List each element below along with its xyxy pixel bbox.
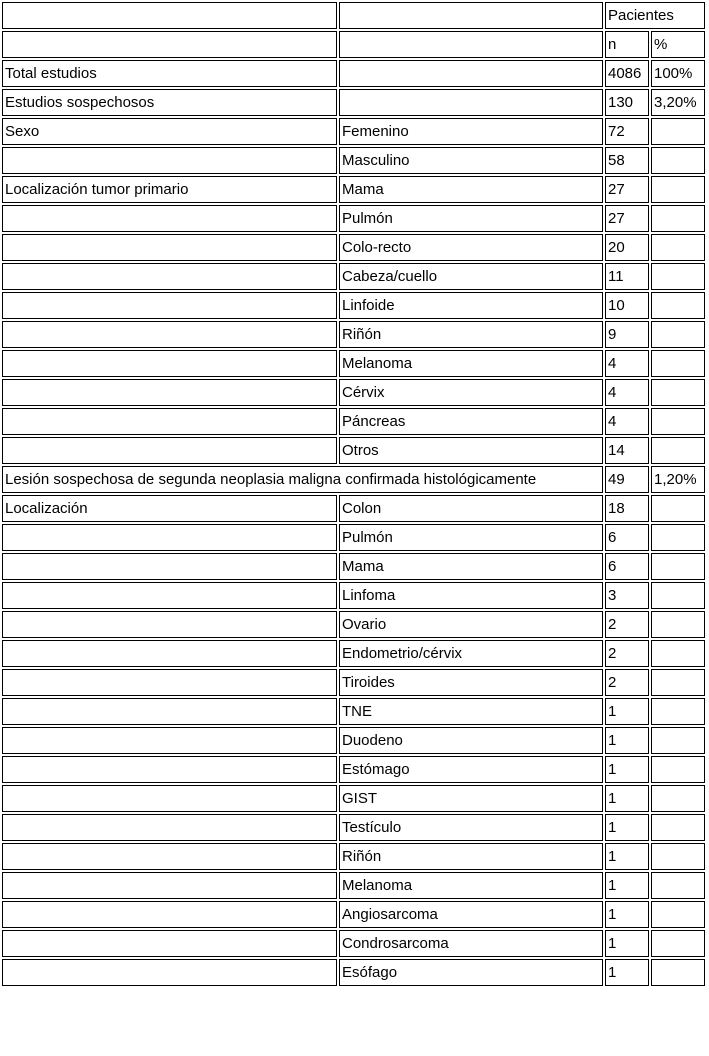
row-label-cell: Estudios sospechosos [2,89,337,116]
row-label-cell [2,698,337,725]
header-empty-cell [339,31,603,58]
header-empty-cell [2,31,337,58]
row-n-cell: 2 [605,669,649,696]
row-category-cell: Endometrio/cérvix [339,640,603,667]
row-n-cell: 18 [605,495,649,522]
table-row [2,321,705,348]
table-row [2,785,705,812]
row-percent-cell: 100% [651,60,705,87]
row-n-cell: 1 [605,872,649,899]
row-n-cell: 1 [605,727,649,754]
table-row [2,466,705,493]
table-row [2,379,705,406]
row-percent-cell [651,321,705,348]
row-label-cell [2,785,337,812]
row-label-cell [2,930,337,957]
row-label-cell [2,727,337,754]
header-empty-cell [339,2,603,29]
row-label-cell [2,553,337,580]
row-n-cell: 49 [605,466,649,493]
row-label-cell [2,321,337,348]
table-row [2,147,705,174]
table-row [2,872,705,899]
row-percent-cell [651,176,705,203]
row-percent-cell [651,959,705,986]
row-percent-cell [651,263,705,290]
row-percent-cell [651,118,705,145]
row-label-cell [2,379,337,406]
table-row [2,60,705,87]
table-row [2,698,705,725]
row-n-cell: 4 [605,408,649,435]
row-label-cell: Localización tumor primario [2,176,337,203]
row-label-cell [2,234,337,261]
row-percent-cell [651,524,705,551]
row-percent-cell [651,350,705,377]
row-label-cell [2,669,337,696]
table-row [2,408,705,435]
row-n-cell: 1 [605,843,649,870]
table-row [2,669,705,696]
header-empty-cell [2,2,337,29]
row-category-cell: Mama [339,176,603,203]
row-label-cell [2,640,337,667]
table-row [2,814,705,841]
row-label-cell [2,756,337,783]
row-percent-cell [651,843,705,870]
header-row-1 [2,2,705,29]
row-category-cell: Duodeno [339,727,603,754]
row-category-cell: Pulmón [339,524,603,551]
table-row [2,727,705,754]
header-n: n [605,31,649,58]
row-category-cell: Esófago [339,959,603,986]
header-row-2 [2,31,705,58]
table-row [2,263,705,290]
table-row [2,901,705,928]
row-category-cell: Pulmón [339,205,603,232]
row-category-cell: Otros [339,437,603,464]
row-category-cell: Melanoma [339,350,603,377]
row-label-cell: Localización [2,495,337,522]
row-percent-cell [651,727,705,754]
row-category-cell: Colon [339,495,603,522]
table-row [2,843,705,870]
row-category-cell: Linfoide [339,292,603,319]
row-category-cell [339,60,603,87]
row-n-cell: 58 [605,147,649,174]
row-category-cell: GIST [339,785,603,812]
table-body [2,2,705,986]
row-label-cell: Total estudios [2,60,337,87]
row-percent-cell [651,553,705,580]
table-row [2,930,705,957]
row-category-cell: Páncreas [339,408,603,435]
row-n-cell: 130 [605,89,649,116]
row-label-cell [2,205,337,232]
row-n-cell: 1 [605,930,649,957]
row-percent-cell [651,379,705,406]
row-n-cell: 4086 [605,60,649,87]
row-category-cell: Condrosarcoma [339,930,603,957]
row-percent-cell [651,698,705,725]
row-n-cell: 9 [605,321,649,348]
row-n-cell: 4 [605,379,649,406]
table-row [2,292,705,319]
row-label-cell [2,901,337,928]
row-category-cell: Testículo [339,814,603,841]
row-category-cell: Riñón [339,843,603,870]
row-n-cell: 2 [605,611,649,638]
table-row [2,350,705,377]
row-label-cell [2,263,337,290]
table-row [2,524,705,551]
row-percent-cell: 3,20% [651,89,705,116]
row-category-cell: Tiroides [339,669,603,696]
row-label-cell [2,350,337,377]
row-label-cell [2,843,337,870]
table-row [2,582,705,609]
row-label-cell [2,959,337,986]
row-percent-cell [651,582,705,609]
header-percent: % [651,31,705,58]
table-row [2,205,705,232]
row-n-cell: 1 [605,756,649,783]
row-n-cell: 2 [605,640,649,667]
row-label-cell [2,814,337,841]
row-category-cell [339,89,603,116]
row-n-cell: 11 [605,263,649,290]
row-label-cell [2,292,337,319]
row-category-cell: Linfoma [339,582,603,609]
row-percent-cell [651,785,705,812]
row-category-cell: Masculino [339,147,603,174]
row-label-cell [2,872,337,899]
table-row [2,176,705,203]
header-pacientes: Pacientes [605,2,705,29]
row-percent-cell [651,756,705,783]
row-n-cell: 4 [605,350,649,377]
row-label-cell [2,611,337,638]
row-category-cell: Riñón [339,321,603,348]
row-percent-cell [651,408,705,435]
row-category-cell: TNE [339,698,603,725]
row-percent-cell [651,147,705,174]
row-label-cell [2,408,337,435]
row-percent-cell: 1,20% [651,466,705,493]
row-label-cell [2,582,337,609]
row-percent-cell [651,205,705,232]
row-category-cell: Colo-recto [339,234,603,261]
row-percent-cell [651,611,705,638]
row-label-cell [2,437,337,464]
table-row [2,756,705,783]
table-row [2,437,705,464]
row-n-cell: 27 [605,176,649,203]
row-n-cell: 1 [605,901,649,928]
row-label-cell: Lesión sospechosa de segunda neoplasia maligna confirmada histológicamente [2,466,603,493]
row-n-cell: 6 [605,553,649,580]
row-percent-cell [651,930,705,957]
row-percent-cell [651,901,705,928]
row-n-cell: 10 [605,292,649,319]
row-percent-cell [651,640,705,667]
row-category-cell: Angiosarcoma [339,901,603,928]
row-n-cell: 1 [605,785,649,812]
table-row [2,495,705,522]
row-percent-cell [651,234,705,261]
row-n-cell: 27 [605,205,649,232]
table-row [2,640,705,667]
row-label-cell [2,147,337,174]
row-n-cell: 6 [605,524,649,551]
row-n-cell: 1 [605,959,649,986]
row-n-cell: 14 [605,437,649,464]
row-category-cell: Cérvix [339,379,603,406]
row-category-cell: Mama [339,553,603,580]
row-category-cell: Femenino [339,118,603,145]
row-n-cell: 72 [605,118,649,145]
row-percent-cell [651,872,705,899]
table-row [2,234,705,261]
row-percent-cell [651,495,705,522]
row-percent-cell [651,814,705,841]
row-category-cell: Cabeza/cuello [339,263,603,290]
row-n-cell: 20 [605,234,649,261]
row-n-cell: 1 [605,698,649,725]
row-category-cell: Melanoma [339,872,603,899]
row-n-cell: 1 [605,814,649,841]
table-row [2,89,705,116]
table-row [2,959,705,986]
row-label-cell: Sexo [2,118,337,145]
row-category-cell: Ovario [339,611,603,638]
row-label-cell [2,524,337,551]
row-percent-cell [651,669,705,696]
table-row [2,553,705,580]
row-percent-cell [651,292,705,319]
row-category-cell: Estómago [339,756,603,783]
table-row [2,611,705,638]
row-n-cell: 3 [605,582,649,609]
row-percent-cell [651,437,705,464]
table-row [2,118,705,145]
